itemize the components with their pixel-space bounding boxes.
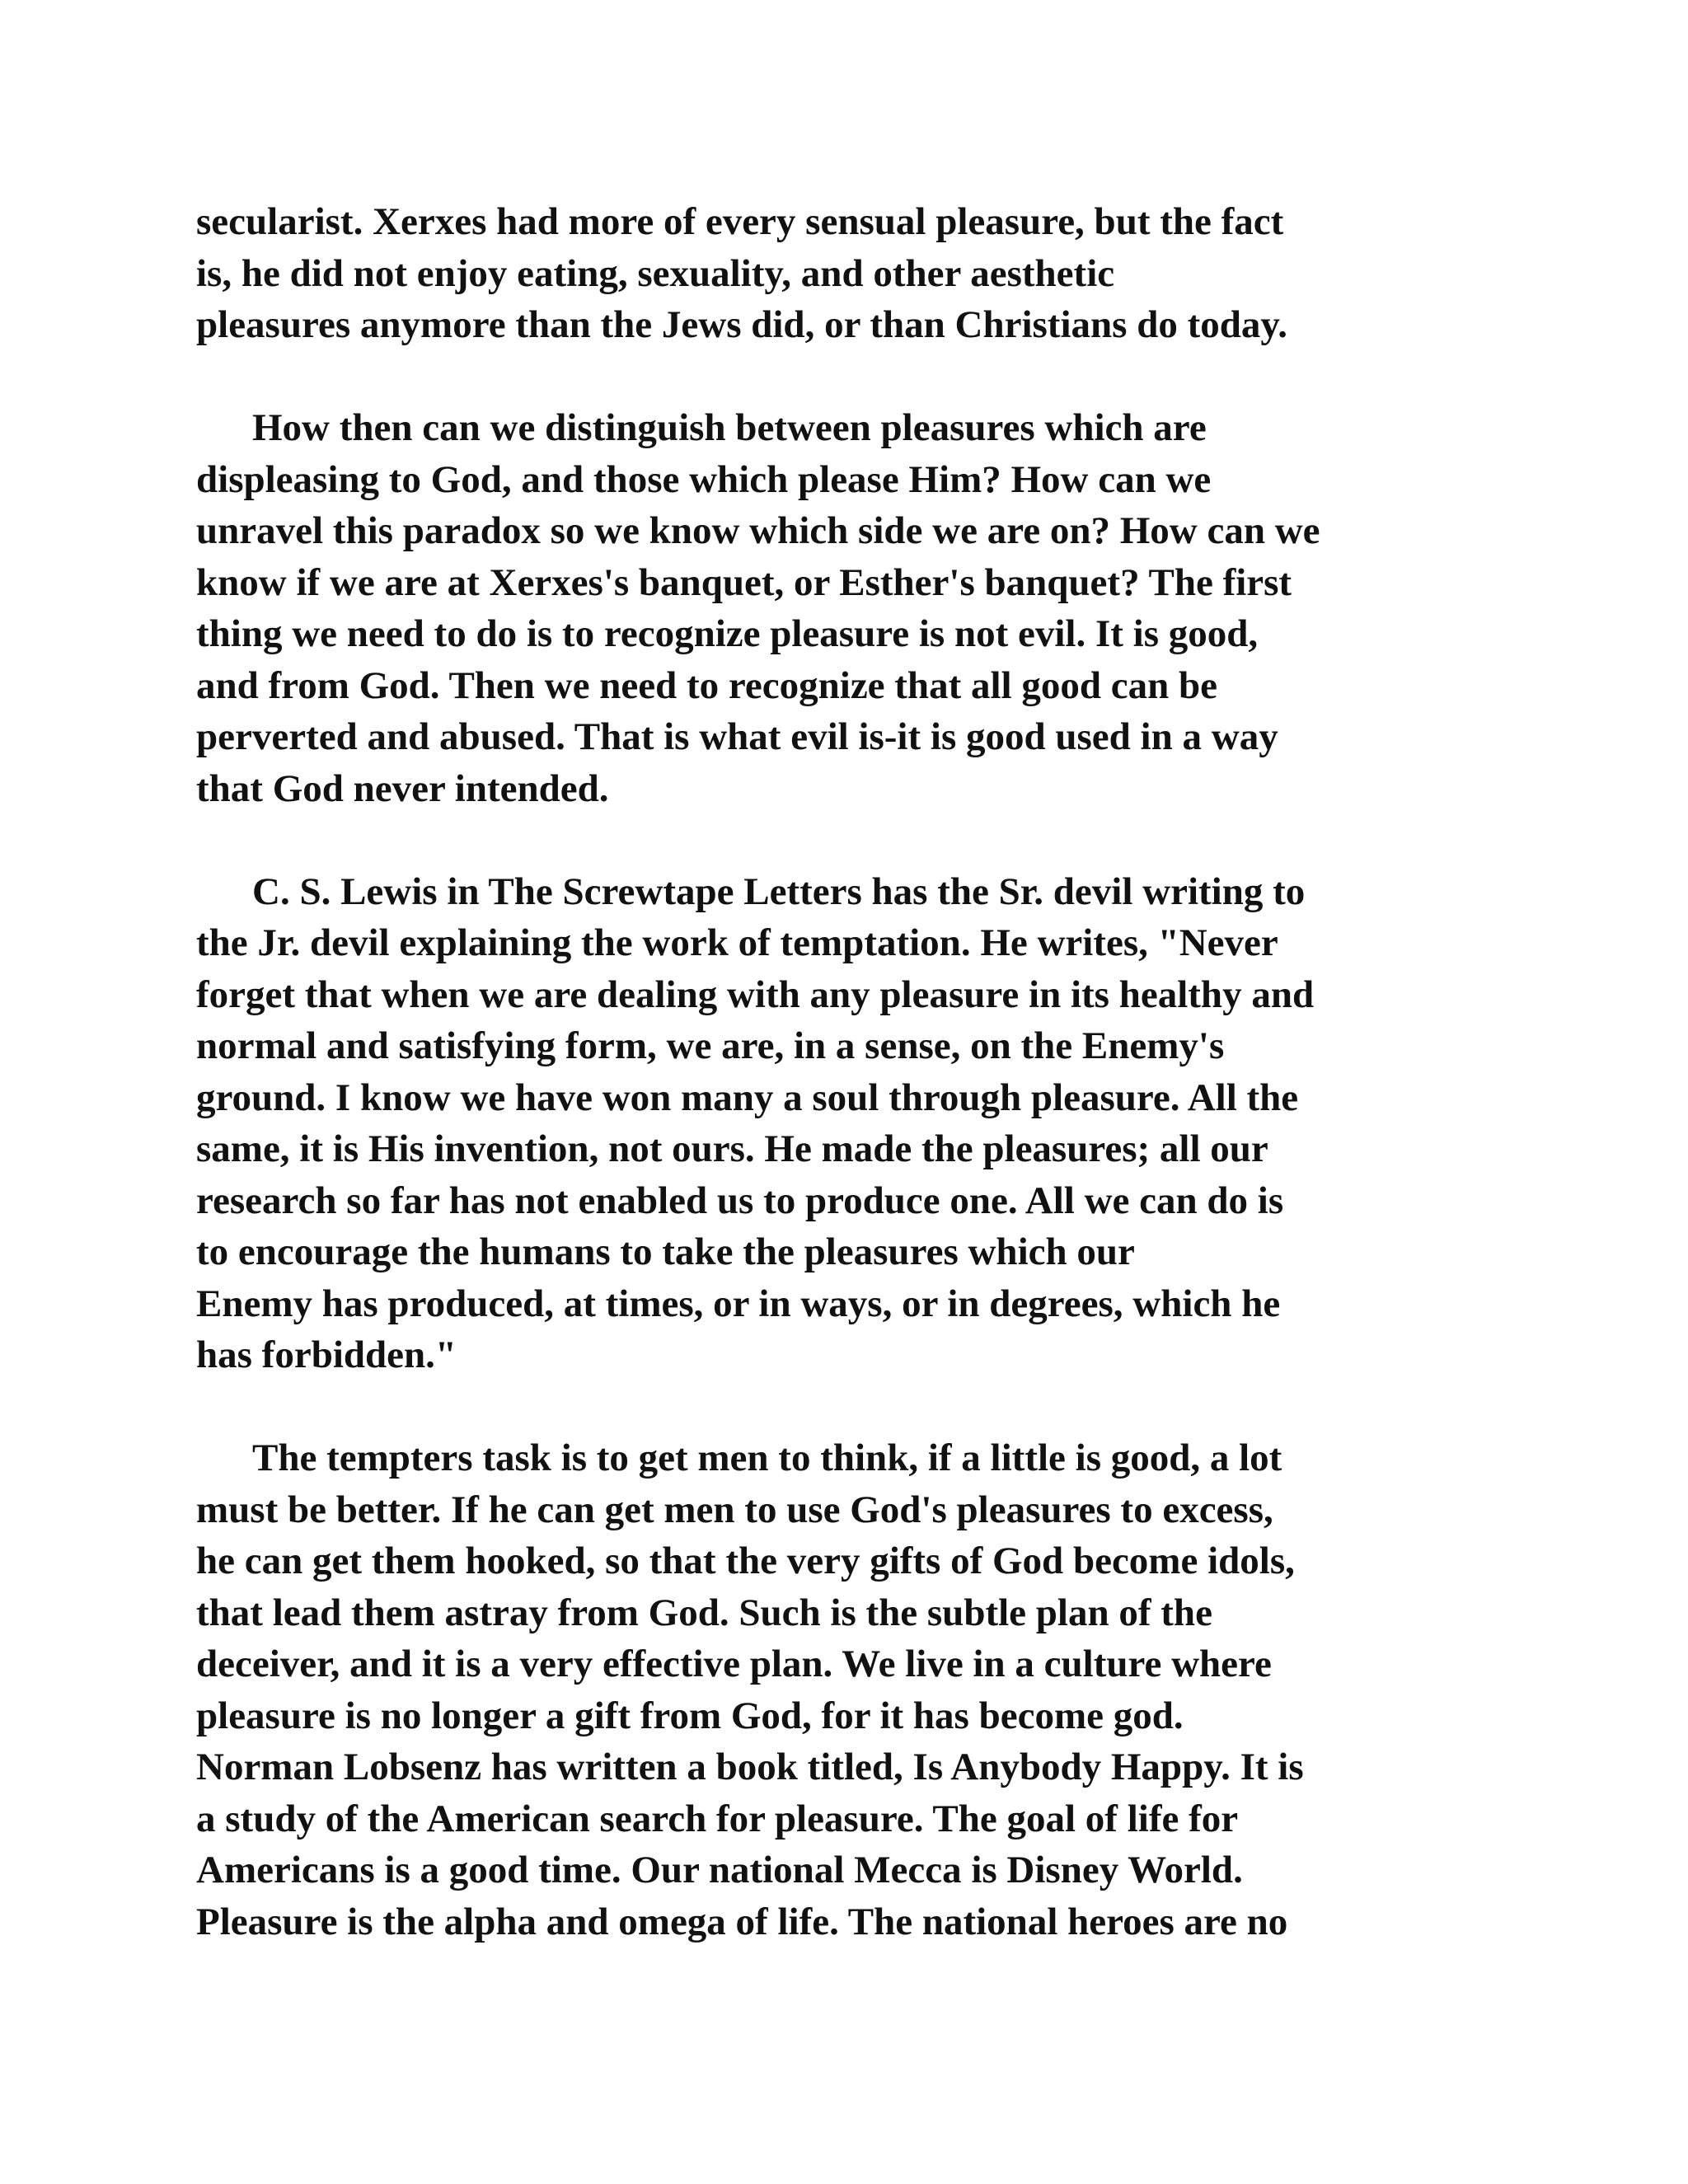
text-line: forget that when we are dealing with any pleasure in its healthy and	[196, 972, 1315, 1016]
text-line: pleasures anymore than the Jews did, or than Christians do today.	[196, 303, 1288, 346]
text-line: normal and satisfying form, we are, in a sense, on the Enemy's	[196, 1024, 1225, 1067]
text-line: The tempters task is to get men to think, if a little is good, a lot	[252, 1436, 1282, 1479]
paragraph-1	[196, 196, 1515, 351]
paragraph-2	[196, 402, 1515, 814]
paragraph-4	[196, 1432, 1515, 1947]
text-line: has forbidden."	[196, 1333, 457, 1376]
text-line: a study of the American search for pleasure. The goal of life for	[196, 1797, 1239, 1840]
text-line: displeasing to God, and those which please Him? How can we	[196, 457, 1212, 501]
text-line: know if we are at Xerxes's banquet, or Esther's banquet? The first	[196, 560, 1292, 604]
text-line: to encourage the humans to take the pleasures which our	[196, 1230, 1135, 1273]
text-line: thing we need to do is to recognize pleasure is not evil. It is good,	[196, 612, 1259, 655]
body-text	[196, 196, 1515, 1947]
text-line: ground. I know we have won many a soul through pleasure. All the	[196, 1076, 1299, 1119]
text-line: and from God. Then we need to recognize that all good can be	[196, 663, 1217, 707]
text-line: he can get them hooked, so that the very gifts of God become idols,	[196, 1540, 1295, 1582]
text-line: perverted and abused. That is what evil is-it is good used in a way	[196, 715, 1278, 758]
text-line: pleasure is no longer a gift from God, for it has become god.	[196, 1694, 1184, 1737]
text-line: Pleasure is the alpha and omega of life. The national heroes are no	[196, 1900, 1288, 1943]
text-line: Americans is a good time. Our national Mecca is Disney World.	[196, 1849, 1243, 1891]
text-line: secularist. Xerxes had more of every sensual pleasure, but the fact	[196, 200, 1284, 243]
text-line: deceiver, and it is a very effective plan. We live in a culture where	[196, 1643, 1272, 1685]
text-line: How then can we distinguish between pleasures which are	[252, 406, 1207, 449]
text-line: that lead them astray from God. Such is the subtle plan of the	[196, 1591, 1212, 1634]
paragraph-3	[196, 866, 1515, 1381]
text-line: research so far has not enabled us to produce one. All we can do is	[196, 1179, 1284, 1222]
text-line: must be better. If he can get men to use God's pleasures to excess,	[196, 1488, 1273, 1531]
text-line: C. S. Lewis in The Screwtape Letters has the Sr. devil writing to	[252, 869, 1306, 913]
text-line: is, he did not enjoy eating, sexuality, and other aesthetic	[196, 251, 1115, 295]
text-line: unravel this paradox so we know which side we are on? How can we	[196, 509, 1320, 552]
text-line: same, it is His invention, not ours. He made the pleasures; all our	[196, 1127, 1268, 1170]
text-line: that God never intended.	[196, 766, 609, 810]
text-line: Norman Lobsenz has written a book titled, Is Anybody Happy. It is	[196, 1746, 1304, 1788]
text-line: the Jr. devil explaining the work of temptation. He writes, "Never	[196, 921, 1278, 964]
text-line: Enemy has produced, at times, or in ways, or in degrees, which he	[196, 1282, 1281, 1325]
